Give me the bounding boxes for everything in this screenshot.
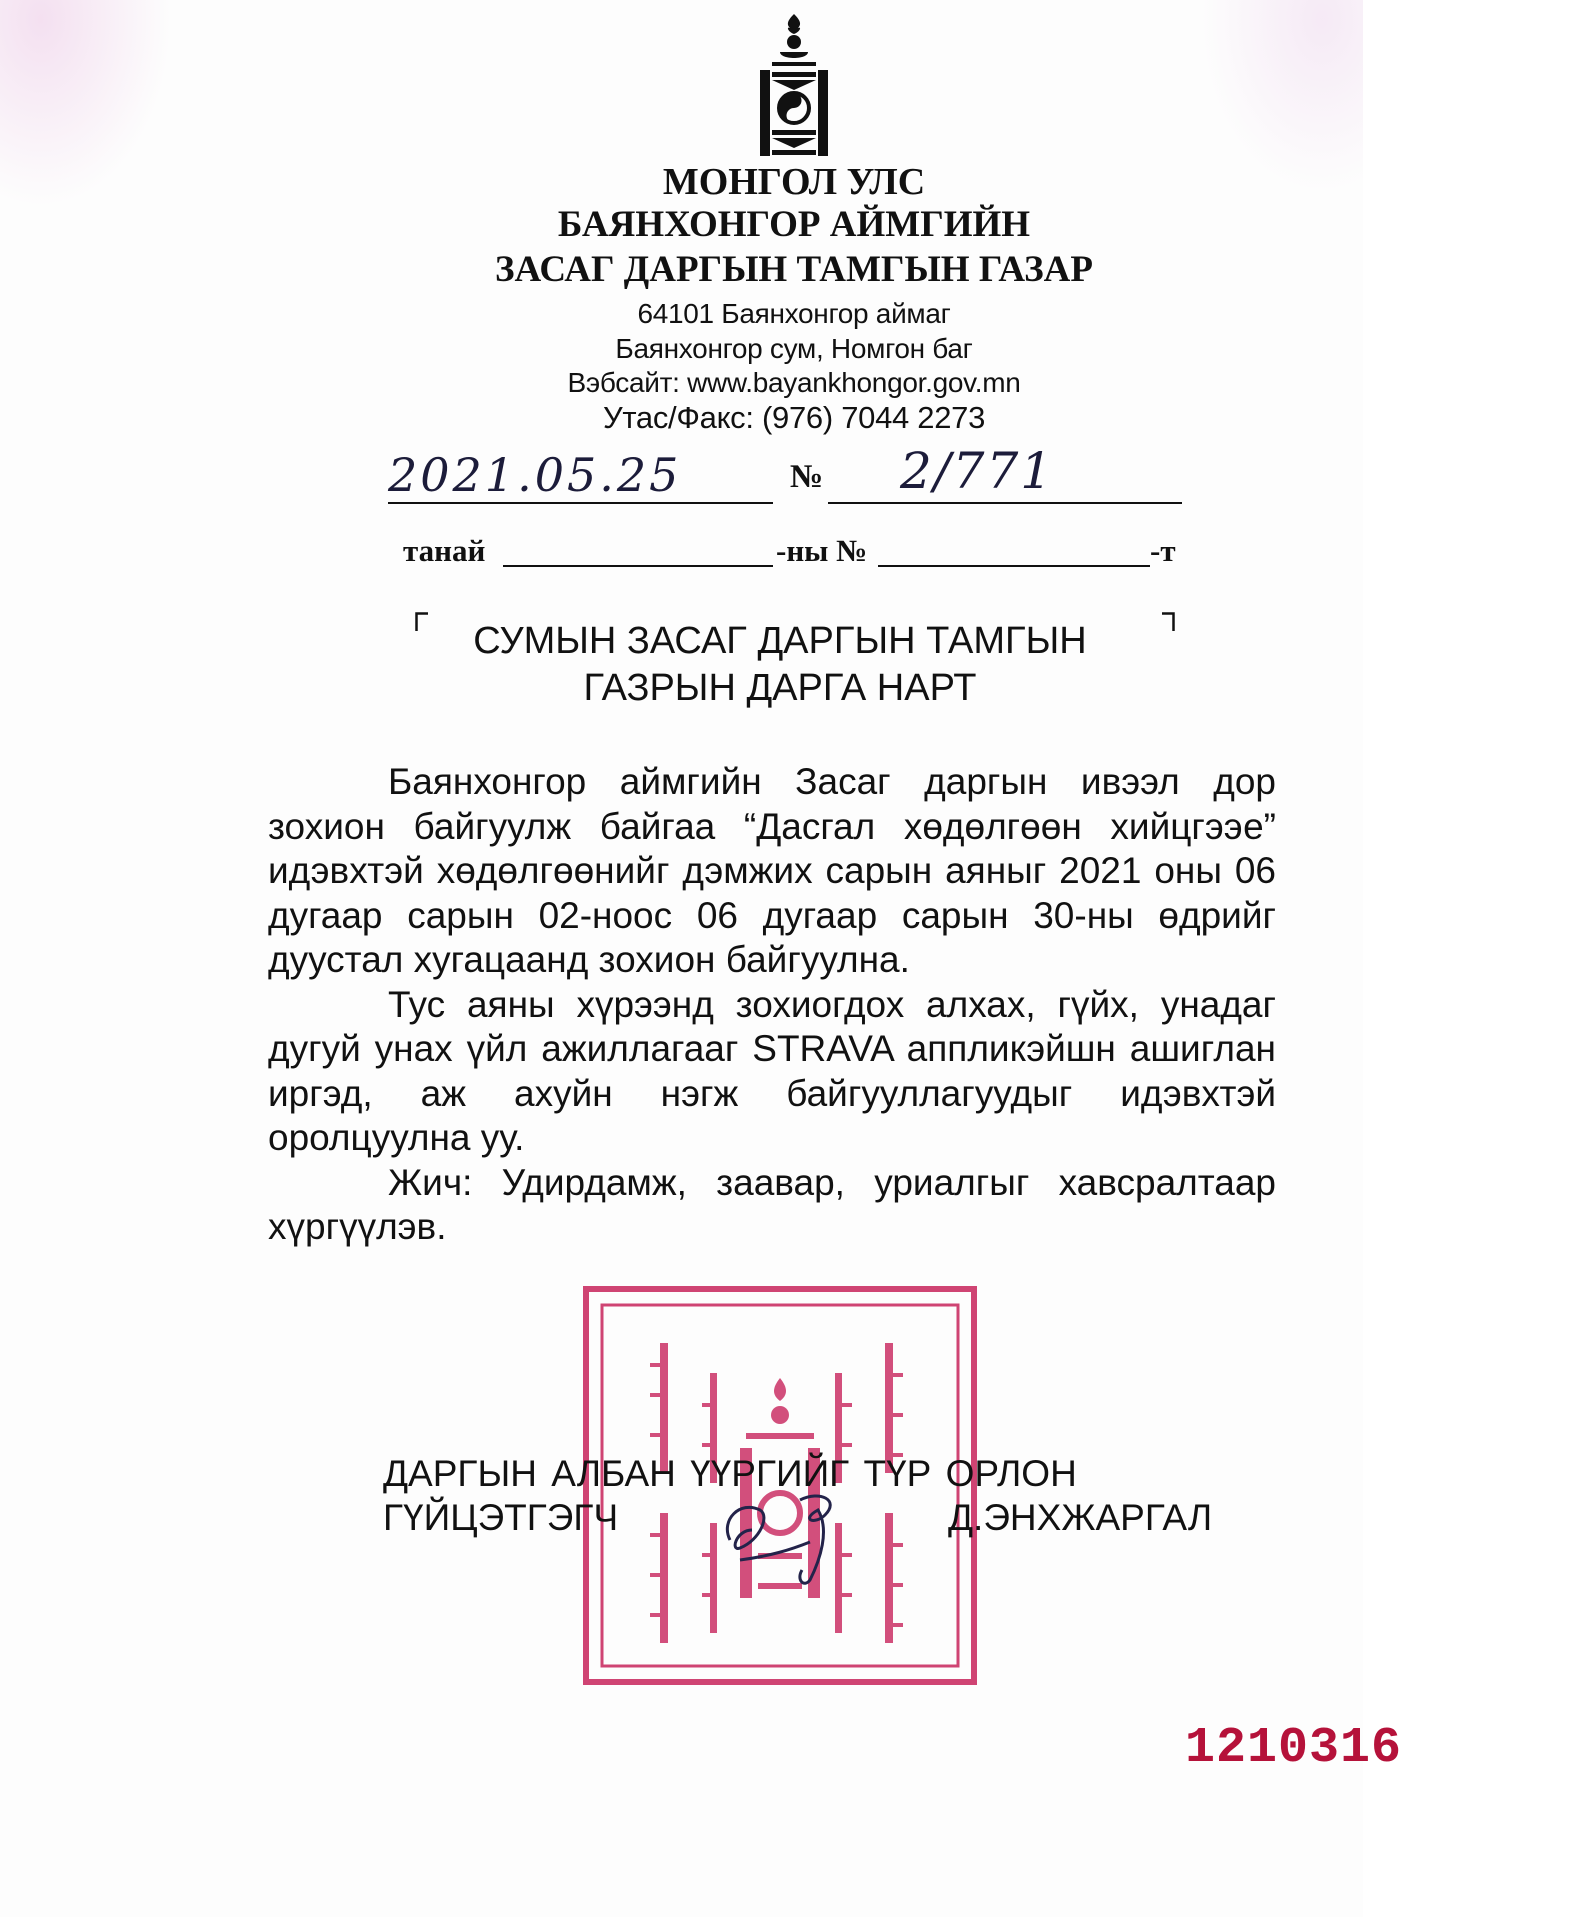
yours-label: танай xyxy=(403,533,486,568)
signatory-title-line-1: ДАРГЫН АЛБАН ҮҮРГИЙГ ТҮР ОРЛОН xyxy=(383,1453,1077,1494)
addressee-line-2: ГАЗРЫН ДАРГА НАРТ xyxy=(583,667,977,709)
signatory-title-line-2: ГҮЙЦЭТГЭГЧ xyxy=(383,1497,619,1538)
of-number-underline xyxy=(878,565,1150,567)
date-underline xyxy=(388,502,773,504)
yours-underline xyxy=(503,565,773,567)
number-label: № xyxy=(790,459,824,495)
body-paragraph-3: Жич: Удирдамж, заавар, уриалгыг хавсралтаар хүргүүлэв. xyxy=(268,1161,1276,1247)
country-title: МОНГОЛ УЛС xyxy=(662,161,926,203)
phone-fax-text: Утас/Факс: (976) 7044 2273 xyxy=(602,400,986,435)
signatory-name: Д.ЭНХЖАРГАЛ xyxy=(948,1497,1213,1538)
number-underline xyxy=(828,502,1182,504)
handwritten-number: 2/771 xyxy=(900,442,1055,500)
letter-body xyxy=(268,760,1276,1250)
postal-address: 64101 Баянхонгор аймаг xyxy=(637,298,951,329)
handwritten-date: 2021.05.25 xyxy=(388,448,682,502)
province-title: БАЯНХОНГОР АЙМГИЙН xyxy=(557,204,1031,245)
body-paragraph-1: Баянхонгор аймгийн Засаг даргын ивээл дор зохион байгуулж байгаа “Дасгал хөдөлгөөн хийцгээе” идэвхтэй хөдөлгөөнийг дэмжих сарын аяныг 2021 оны 06 дугаар сарын 02-ноос 06 дугаар сарын 30-ны өдрийг дуустал хугацаанд зохион байгуулна. xyxy=(268,761,1276,980)
of-number-label: -ны № xyxy=(776,533,868,568)
location-address: Баянхонгор сум, Номгон баг xyxy=(615,333,973,364)
registration-number: 1210316 xyxy=(1185,1720,1403,1777)
website-text: Вэбсайт: www.bayankhongor.gov.mn xyxy=(567,367,1021,398)
addressee-line-1: СУМЫН ЗАСАГ ДАРГЫН ТАМГЫН xyxy=(473,620,1087,662)
body-paragraph-2: Тус аяны хүрээнд зохиогдох алхах, гүйх, унадаг дугуй унах үйл ажиллагааг STRAVA аппликэйшн ашиглан иргэд, аж ахуйн нэгж байгууллагуудыг идэвхтэй оролцуулна уу. xyxy=(268,983,1276,1158)
to-label: -т xyxy=(1150,533,1176,568)
handwritten-signature xyxy=(700,1470,880,1590)
office-title: ЗАСАГ ДАРГЫН ТАМГЫН ГАЗАР xyxy=(494,249,1094,290)
soyombo-emblem-icon xyxy=(750,12,838,160)
